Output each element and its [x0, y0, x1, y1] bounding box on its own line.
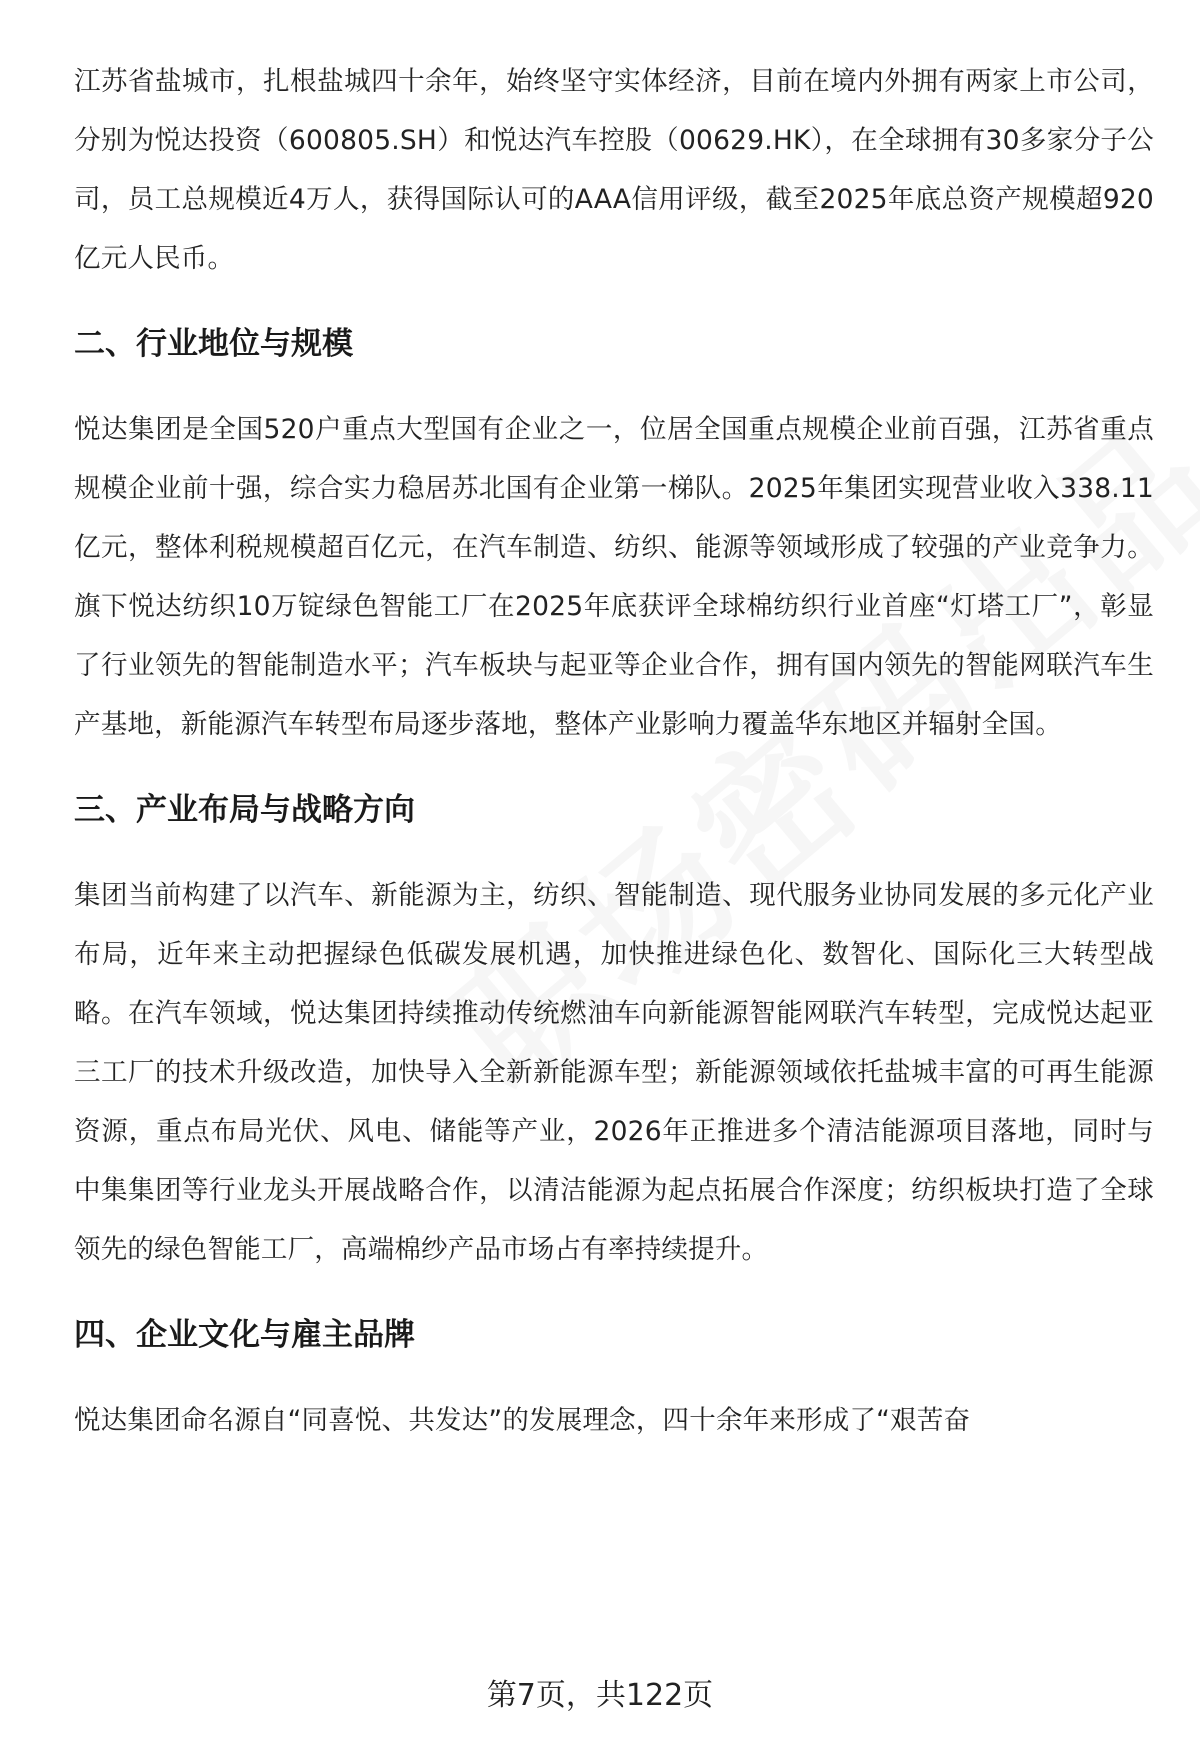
- page-number: 第7页，共122页: [486, 1678, 714, 1713]
- intro-paragraph: 江苏省盐城市，扎根盐城四十余年，始终坚守实体经济，目前在境内外拥有两家上市公司，分别为悦达投资（600805.SH）和悦达汽车控股（00629.HK），在全球拥有30多家分子公司，员工总规模近4万人，获得国际认可的AAA信用评级，截至2025年底总资产规模超920亿元人民币。: [74, 66, 1154, 274]
- section-heading-corporate-culture: 四、企业文化与雇主品牌: [74, 1317, 415, 1353]
- industry-layout-paragraph: 集团当前构建了以汽车、新能源为主，纺织、智能制造、现代服务业协同发展的多元化产业布局，近年来主动把握绿色低碳发展机遇，加快推进绿色化、数智化、国际化三大转型战略。在汽车领域，悦达集团持续推动传统燃油车向新能源智能网联汽车转型，完成悦达起亚三工厂的技术升级改造，加快导入全新新能源车型；新能源领域依托盐城丰富的可再生能源资源，重点布局光伏、风电、储能等产业，2026年正推进多个清洁能源项目落地，同时与中集集团等行业龙头开展战略合作，以清洁能源为起点拓展合作深度；纺织板块打造了全球领先的绿色智能工厂，高端棉纱产品市场占有率持续提升。: [74, 880, 1154, 1265]
- section-heading-industry-layout: 三、产业布局与战略方向: [74, 792, 415, 828]
- document-body: [74, 52, 1154, 1450]
- industry-position-paragraph: 悦达集团是全国520户重点大型国有企业之一，位居全国重点规模企业前百强，江苏省重点规模企业前十强，综合实力稳居苏北国有企业第一梯队。2025年集团实现营业收入338.11亿元，整体利税规模超百亿元，在汽车制造、纺织、能源等领域形成了较强的产业竞争力。旗下悦达纺织10万锭绿色智能工厂在2025年底获评全球棉纺织行业首座“灯塔工厂”，彰显了行业领先的智能制造水平；汽车板块与起亚等企业合作，拥有国内领先的智能网联汽车生产基地，新能源汽车转型布局逐步落地，整体产业影响力覆盖华东地区并辐射全国。: [74, 414, 1154, 740]
- corporate-culture-paragraph: 悦达集团命名源自“同喜悦、共发达”的发展理念，四十余年来形成了“艰苦奋: [74, 1405, 971, 1436]
- section-heading-industry-position: 二、行业地位与规模: [74, 326, 353, 362]
